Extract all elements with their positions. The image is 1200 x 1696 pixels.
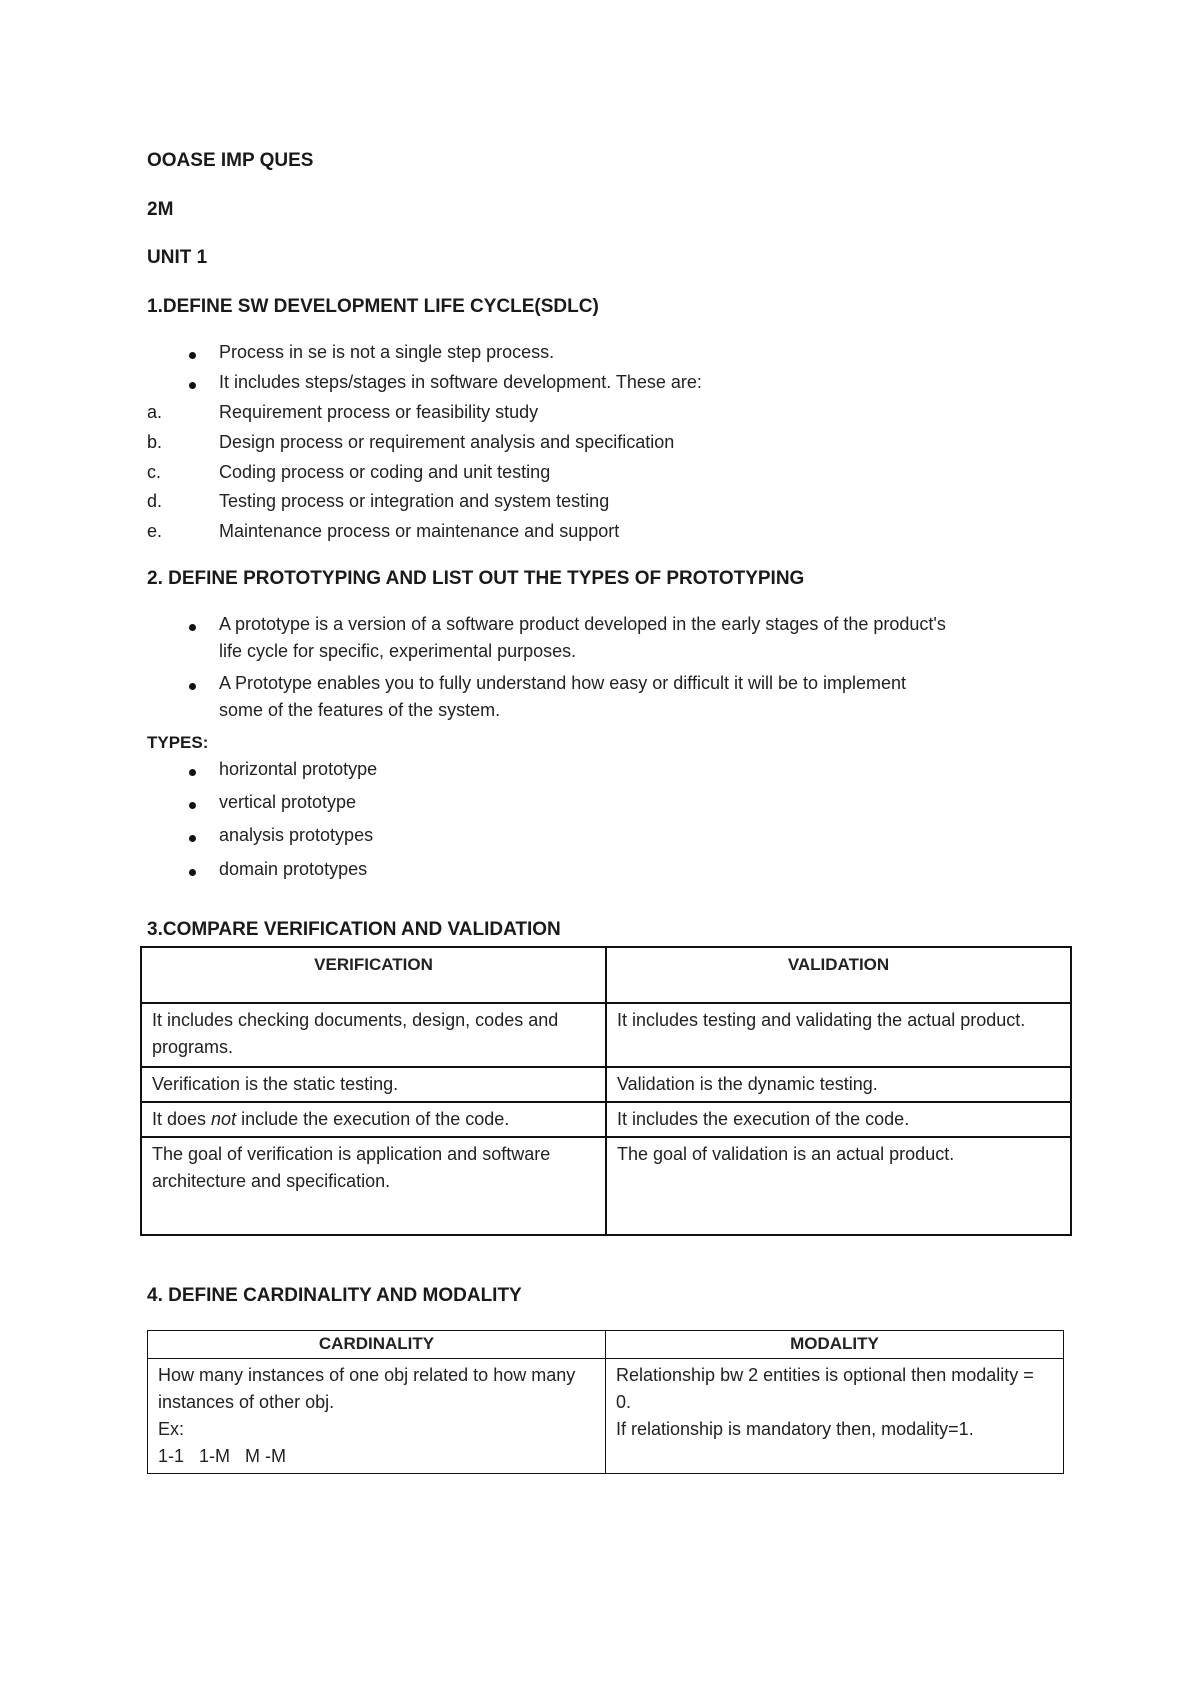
modality-mandatory: If relationship is mandatory then, modality=1. bbox=[616, 1419, 974, 1439]
list-letter: c. bbox=[147, 462, 162, 482]
column-header: MODALITY bbox=[606, 1331, 1064, 1359]
marks-label: 2M bbox=[147, 199, 174, 220]
list-letter: d. bbox=[147, 491, 163, 511]
comparison-table bbox=[140, 946, 1072, 1236]
list-item: It includes steps/stages in software development. These are: bbox=[219, 372, 702, 392]
table-cell bbox=[606, 1359, 1064, 1474]
list-item: Requirement process or feasibility study bbox=[219, 402, 539, 422]
unit-label: UNIT 1 bbox=[147, 247, 208, 268]
table-cell bbox=[148, 1359, 606, 1474]
table-cell: It does not include the execution of the code. bbox=[141, 1102, 606, 1137]
cardinality-definition: How many instances of one obj related to how many instances of other obj. bbox=[158, 1365, 576, 1412]
table-cell: Verification is the static testing. bbox=[141, 1067, 606, 1102]
bullet-icon bbox=[189, 352, 196, 359]
list-item: analysis prototypes bbox=[219, 825, 374, 845]
list-item: vertical prototype bbox=[219, 792, 357, 812]
q3-heading: 3.COMPARE VERIFICATION AND VALIDATION bbox=[147, 919, 561, 940]
list-item: A Prototype enables you to fully understand how easy or difficult it will be to implement bbox=[219, 673, 907, 693]
list-item: Coding process or coding and unit testing bbox=[219, 462, 551, 482]
example-label: Ex: bbox=[158, 1419, 185, 1439]
table-cell: The goal of verification is application and software architecture and specification. bbox=[141, 1137, 606, 1235]
q1-heading: 1.DEFINE SW DEVELOPMENT LIFE CYCLE(SDLC) bbox=[147, 296, 599, 317]
modality-optional: Relationship bw 2 entities is optional then modality = 0. bbox=[616, 1365, 1034, 1412]
column-header: VERIFICATION bbox=[141, 947, 606, 1003]
types-label: TYPES: bbox=[147, 733, 209, 752]
list-item: horizontal prototype bbox=[219, 759, 378, 779]
list-letter: a. bbox=[147, 402, 163, 422]
bullet-icon bbox=[189, 869, 196, 876]
list-item-continuation: life cycle for specific, experimental purposes. bbox=[219, 641, 577, 661]
list-letter: b. bbox=[147, 432, 163, 452]
bullet-icon bbox=[189, 802, 196, 809]
emphasis-text: not bbox=[211, 1109, 237, 1129]
table-cell: Validation is the dynamic testing. bbox=[606, 1067, 1071, 1102]
list-item: domain prototypes bbox=[219, 859, 368, 879]
list-item: Testing process or integration and system testing bbox=[219, 491, 610, 511]
cardinality-modality-table bbox=[147, 1330, 1064, 1474]
q4-heading: 4. DEFINE CARDINALITY AND MODALITY bbox=[147, 1285, 522, 1306]
column-header: CARDINALITY bbox=[148, 1331, 606, 1359]
column-header: VALIDATION bbox=[606, 947, 1071, 1003]
table-header-row bbox=[141, 947, 1071, 1003]
table-row bbox=[141, 1003, 1071, 1067]
table-row bbox=[148, 1359, 1064, 1474]
table-cell: It includes the execution of the code. bbox=[606, 1102, 1071, 1137]
table-header-row bbox=[148, 1331, 1064, 1359]
list-item: Design process or requirement analysis and specification bbox=[219, 432, 675, 452]
q2-heading: 2. DEFINE PROTOTYPING AND LIST OUT THE TYPES OF PROTOTYPING bbox=[147, 568, 805, 589]
table-cell: It includes checking documents, design, codes and programs. bbox=[141, 1003, 606, 1067]
list-letter: e. bbox=[147, 521, 163, 541]
bullet-icon bbox=[189, 624, 196, 631]
table-row bbox=[141, 1137, 1071, 1235]
bullet-icon bbox=[189, 382, 196, 389]
list-item: Process in se is not a single step process. bbox=[219, 342, 555, 362]
list-item: A prototype is a version of a software product developed in the early stages of the product's bbox=[219, 614, 946, 634]
table-cell: The goal of validation is an actual product. bbox=[606, 1137, 1071, 1235]
bullet-icon bbox=[189, 683, 196, 690]
list-item-continuation: some of the features of the system. bbox=[219, 700, 501, 720]
list-item: Maintenance process or maintenance and support bbox=[219, 521, 620, 541]
cardinality-examples: 1-1 1-M M -M bbox=[158, 1446, 287, 1466]
bullet-icon bbox=[189, 835, 196, 842]
table-row bbox=[141, 1067, 1071, 1102]
document-title: OOASE IMP QUES bbox=[147, 150, 314, 171]
table-cell: It includes testing and validating the actual product. bbox=[606, 1003, 1071, 1067]
bullet-icon bbox=[189, 769, 196, 776]
table-row bbox=[141, 1102, 1071, 1137]
